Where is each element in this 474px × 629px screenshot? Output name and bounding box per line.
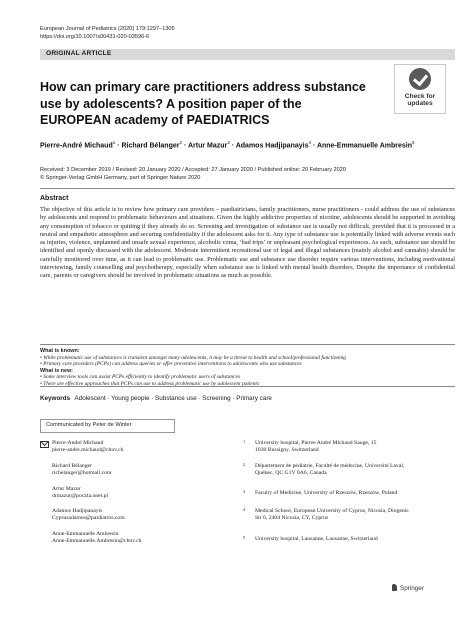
check-for-updates-icon <box>409 68 431 90</box>
abstract-heading: Abstract <box>40 195 69 202</box>
highlights-box <box>40 348 455 388</box>
contact-email[interactable]: pierre-andre.michaud@chuv.ch <box>52 446 124 453</box>
copyright-line: © Springer-Verlag GmbH Germany, part of Springer Nature 2020 <box>40 174 201 181</box>
keywords-list: Adolescent · Young people · Substance use · Screening · Primary care <box>74 395 272 402</box>
author-name[interactable]: Anne-Emmanuelle Ambresin <box>316 142 412 150</box>
author-affiliation-number: 3 <box>227 140 230 145</box>
affiliation-number: 4 <box>243 507 246 512</box>
abstract-body: The objective of this article is to review how primary care providers – paediatricians, family practitioners, nurse practitioners - could address the use of substances by adolescents and respond to problematic behaviours and situations. Given the highly addictive properties of nicotine, adolescents should be supported in avoiding any consumption of tobacco or quitting if they already do so. Screening and investigation of substance use is usually not difficult, provided that it is processed in a neutral and empathetic atmosphere and securing confidentiality if the adolescent asks for it. Any type of substance use is potentially linked with adverse events such as injuries, violence, unplanned and unsafe sexual experience, alcoholic coma, ‘bad trips’ or unpleasant psychological experiences. As such, substance use should be identified and openly discussed with the adolescent. Moderate intermittent recreational use of legal and illegal substances (mainly alcohol and cannabis) should be carefully monitored over time, as it can lead to problematic use. Problematic use and substance use disorder require various interventions, including motivational interviewing, family counselling and psychotherapy, especially when substance use is linked with mental health disorders. Despite the importance of confidential care, parents or caregivers should be involved in problematic situations as much as possible. <box>40 206 455 280</box>
mail-icon <box>40 441 49 448</box>
keywords-line <box>40 395 272 402</box>
new-item: • Some interview tools can assist PCPs efficiently to identify problematic users of substances <box>40 374 241 381</box>
publisher-name: Springer <box>400 585 424 592</box>
affiliation-number: 5 <box>243 535 246 540</box>
divider <box>40 188 455 189</box>
contact-entry <box>52 486 222 500</box>
contact-entry <box>52 440 222 454</box>
journal-header <box>40 26 175 41</box>
known-item: • While problematic use of substances is transient amongst many adolescents, it may be a threat to health and school/professional functioning <box>40 354 346 361</box>
contact-entry <box>52 508 222 522</box>
known-heading: What is known: <box>40 348 80 354</box>
contact-email[interactable]: Anne-Emmanuelle.Ambresin@chuv.ch <box>52 537 142 544</box>
contact-name: Anne-Emmanuelle Ambresin <box>52 531 119 537</box>
article-type-label: ORIGINAL ARTICLE <box>46 50 112 57</box>
new-item: • There are effective approaches that PCPs can use to address problematic use by adolescent patients <box>40 380 260 387</box>
check-for-updates-badge[interactable] <box>394 64 446 114</box>
contact-email[interactable]: Cyprusadamos@paidiatros.com <box>52 514 125 521</box>
divider <box>40 344 455 345</box>
author-affiliation-number: 2 <box>179 140 182 145</box>
author-separator: · <box>310 142 317 150</box>
keywords-label: Keywords <box>40 395 71 402</box>
journal-citation: European Journal of Pediatrics (2020) 179:1297–1305 <box>40 26 175 32</box>
paper-page: European Journal of Pediatrics (2020) 179:1297–1305 https://doi.org/10.1007/s00431-020-03596-6 ORIGINAL ARTICLE How can primary care practitioners address substance use by adolescents? A position paper of the EUROPEAN academy of PAEDIATRICS Check for updates Pierre-André Michaud$^1$ · Richard Bélanger$^2$ · Artur Mazur$^3$ · Adamos Hadjipanayis$^4$ · Anne-Emmanuelle Ambresin$^5$ Received: 3 December 2019 / Revised: 20 January 2020 / Accepted: 27 January 2020 / Published online: 20 February 2020 © Springer-Verlag GmbH Germany, part of Springer Nature 2020 Abstract The objective of this article is to review how primary care providers – paediatricians, family practitioners, nurse practitioners - could address the use of substances by adolescents and respond to problematic behaviours and situations. Given the highly addictive properties of nicotine, adolescents should be supported in avoiding any consumption of tobacco or quitting if they already do so. Screening and investigation of substance use is usually not difficult, provided that it is processed in a neutral and empathetic atmosphere and securing confidentiality if the adolescent asks for it. Any type of substance use is potentially linked with adverse events such as injuries, violence, unplanned and unsafe sexual experience, alcoholic coma, ‘bad trips’ or unpleasant psychological experiences. As such, substance use should be identified and openly discussed with the adolescent. Moderate intermittent recreational use of legal and illegal substances (mainly alcohol and cannabis) should be carefully monitored over time, as it can lead to problematic use. Problematic use and substance use disorder require various interventions, including motivational interviewing, family counselling and psychotherapy, especially when substance use is linked with mental health disorders. Despite the importance of confidential care, parents or caregivers should be involved in problematic situations as much as possible. What is known: • While problematic use of substances is transient amongst many adolescents, it may be a threat to health and school/professional functioning • Primary care providers (PCPs) can address queries or offer preventive interventions to adolescents who use substances What is new: • Some interview tools can assist PCPs efficiently to identify problematic users of substances • There are effective approaches that PCPs can use to address problematic use by adolescent patients Keywords Adolescent · Young people · Substance use · Screening · Primary care Communicated by Peter de Winter Pierre-André Michaud pierre-andre.michaud@chuv.ch Richard Bélanger richelanger@hotmail.com Artur Mazur drmazur@poczta.onet.pl Adamos Hadjipanayis Cyprusadamos@paidiatros.com Anne-Emmanuelle Ambresin Anne-Emmanuelle.Ambresin@chuv.ch 1 University hospital, Pierre-André Michaud Sauge, 15 1030 Bussigny, Switzerland 2 Département de pédiatrie, Faculté de médecine, Université Laval, Québec, QC G1V 0A6, Canada 3 Faculty of Medicine, University of Rzeszów, Rzeszów, Poland 4 Medical School, European University of Cyprus, Nicosia, Diogenis Str 6, 2404 Nicosia, CY, Cyprus 5 University hospital, Lausanne, Lausanne, Switzerland Springer <box>0 0 474 629</box>
contact-name: Artur Mazur <box>52 486 81 492</box>
new-heading: What is new: <box>40 367 73 374</box>
journal-doi[interactable]: https://doi.org/10.1007/s00431-020-03596-6 <box>40 33 150 40</box>
communicated-by-box <box>40 419 175 433</box>
author-separator: · <box>229 142 236 150</box>
springer-horse-icon <box>392 584 397 591</box>
author-name[interactable]: Artur Mazur <box>187 142 228 150</box>
check-for-updates-label: Check for updates <box>404 93 436 107</box>
author-separator: · <box>115 142 122 150</box>
author-name[interactable]: Richard Bélanger <box>121 142 180 150</box>
contact-entry <box>52 531 222 545</box>
article-type-bar <box>40 49 455 60</box>
author-name[interactable]: Adamos Hadjipanayis <box>235 142 309 150</box>
affiliation-number: 2 <box>243 462 246 467</box>
contact-entry <box>52 463 222 477</box>
contact-name: Adamos Hadjipanayis <box>52 508 103 514</box>
author-name[interactable]: Pierre-André Michaud <box>40 142 113 150</box>
history-dates: Received: 3 December 2019 / Revised: 20 January 2020 / Accepted: 27 January 2020 / Published online: 20 February 2020 <box>40 167 346 173</box>
divider <box>40 386 455 387</box>
author-list <box>40 140 460 149</box>
author-separator: · <box>181 142 188 150</box>
contact-name: Richard Bélanger <box>52 463 92 469</box>
affiliation-number: 1 <box>243 439 246 444</box>
contact-email[interactable]: drmazur@poczta.onet.pl <box>52 492 109 499</box>
contact-name: Pierre-André Michaud <box>52 440 104 446</box>
affiliation-number: 3 <box>243 489 246 494</box>
author-affiliation-number: 4 <box>308 140 311 145</box>
known-item: • Primary care providers (PCPs) can address queries or offer preventive interventions to adolescents who use substances <box>40 361 302 368</box>
publisher-logo <box>392 584 424 592</box>
communicated-by-text: Communicated by Peter de Winter <box>46 422 132 428</box>
publication-dates <box>40 167 346 182</box>
contact-email[interactable]: richelanger@hotmail.com <box>52 469 112 476</box>
author-affiliation-number: 5 <box>412 140 415 145</box>
paper-title: How can primary care practitioners address substance use by adolescents? A position paper of the EUROPEAN academy of PAEDIATRICS <box>40 80 366 127</box>
author-affiliation-number: 1 <box>112 140 116 145</box>
